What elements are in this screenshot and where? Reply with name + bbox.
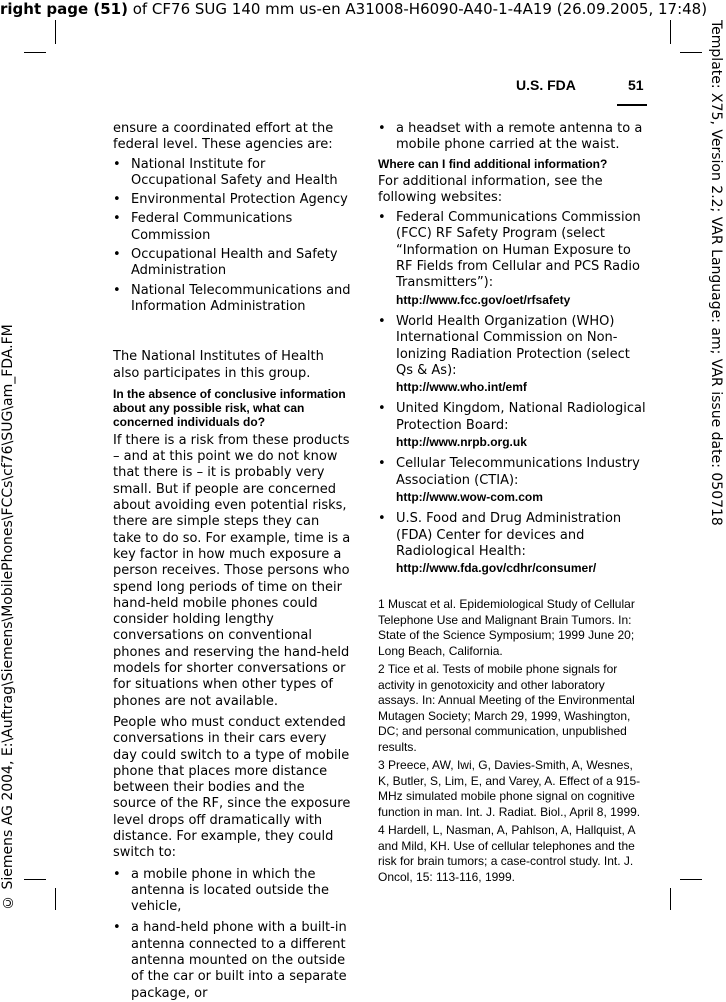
website-link[interactable]: http://www.nrpb.org.uk xyxy=(396,435,527,450)
section-heading: Where can I find additional information? xyxy=(378,156,608,171)
header-rule xyxy=(617,104,647,106)
print-info-line xyxy=(0,0,707,18)
list-item: • United Kingdom, National Radiological Protection Board: http://www.nrpb.org.uk xyxy=(378,401,646,450)
list-item: • Federal Communications Commission (FCC) RF Safety Program (select “Information on Human Exposure to RF Fields from Cellular and PCS Radio Transmitters”): http://www.fcc.gov/oet/rfsafety xyxy=(378,210,641,307)
body-paragraph: For additional information, see the following websites: xyxy=(378,173,603,205)
nih-paragraph: The National Institutes of Health also participates in this group. xyxy=(113,349,324,381)
list-item: • National Telecommunications and Information Administration xyxy=(113,282,351,314)
body-paragraph: If there is a risk from these products – and at this point we do not know that there is – it is probably very small. But if people are concerned about avoiding even potential risks, there are simple steps they can take to do so. For example, time is a key factor in how much exposure a person receives. Those persons who spend long periods of time on their hand-held mobile phones could consider holding lengthy conversations on conventional phones and reserving the hand-held models for shorter conversations or for situations when other types of phones are not available. xyxy=(113,432,351,709)
template-info: Template: X75, Version 2.2; VAR Language: am; VAR issue date: 050718 xyxy=(708,20,724,526)
crop-mark xyxy=(680,879,702,880)
crop-mark xyxy=(680,52,702,53)
crop-mark xyxy=(670,20,671,44)
page-header-title: U.S. FDA xyxy=(516,77,576,93)
crop-mark xyxy=(55,20,56,44)
right-column xyxy=(378,121,646,885)
list-item: • National Institute for Occupational Safety and Health xyxy=(113,156,338,188)
list-item: • World Health Organization (WHO) International Commission on Non-Ionizing Radiation Protection (select Qs & As): http://www.who.int/emf xyxy=(378,313,630,395)
body-paragraph: People who must conduct extended conversations in their cars every day could switch to a type of mobile phone that places more distance between their bodies and the source of the RF, since the exposure level drops off dramatically with distance. For example, they could switch to: xyxy=(113,714,351,861)
list-item: • a headset with a remote antenna to a mobile phone carried at the waist. xyxy=(378,121,643,153)
crop-mark xyxy=(24,879,46,880)
list-item: • a mobile phone in which the antenna is located outside the vehicle, xyxy=(113,866,329,915)
crop-mark xyxy=(55,888,56,910)
list-item: • Occupational Health and Safety Administration xyxy=(113,247,338,279)
section-heading: In the absence of conclusive information about any possible risk, what can concerned individuals do? xyxy=(113,386,346,429)
list-item: • Cellular Telecommunications Industry Association (CTIA): http://www.wow-com.com xyxy=(378,456,640,504)
copyright-path: © Siemens AG 2004, E:\Auftrag\Siemens\MobilePhones\FCCs\cf76\SUG\am_FDA.FM xyxy=(0,324,16,910)
footnote: 1 Muscat et al. Epidemiological Study of Cellular Telephone Use and Malignant Brain Tumors. In: State of the Science Symposium; 1999 June 20; Long Beach, California. xyxy=(378,597,635,658)
print-info-page: right page (51) xyxy=(0,0,128,18)
website-link[interactable]: http://www.fda.gov/cdhr/consumer/ xyxy=(396,561,597,576)
footnote: 4 Hardell, L, Nasman, A, Pahlson, A, Hallquist, A and Mild, KH. Use of cellular telephones and the risk for brain tumors; a case-control study. Int. J. Oncol, 15: 113-116, 1999. xyxy=(378,823,635,884)
website-link[interactable]: http://www.fcc.gov/oet/rfsafety xyxy=(396,292,571,307)
left-column xyxy=(113,121,351,1002)
website-link[interactable]: http://www.who.int/emf xyxy=(396,380,527,395)
website-link[interactable]: http://www.wow-com.com xyxy=(396,489,543,504)
crop-mark xyxy=(670,888,671,910)
print-info-rest: of CF76 SUG 140 mm us-en A31008-H6090-A40-1-4A19 (26.09.2005, 17:48) xyxy=(127,0,708,18)
footnote: 2 Tice et al. Tests of mobile phone signals for activity in genotoxicity and other laboratory assays. In: Annual Meeting of the Environmental Mutagen Society; March 29, 1999, Washington, DC; and personal communication, unpublished results. xyxy=(378,662,635,754)
footnote: 3 Preece, AW, Iwi, G, Davies-Smith, A, Wesnes, K, Butler, S, Lim, E, and Varey, A. Effect of a 915-MHz simulated mobile phone signal on cognitive function in man. Int. J. Radiat. Biol., April 8, 1999. xyxy=(378,758,641,819)
list-item: • U.S. Food and Drug Administration (FDA) Center for devices and Radiological Health: http://www.fda.gov/cdhr/consumer/ xyxy=(378,511,622,576)
agencies-intro: ensure a coordinated effort at the federal level. These agencies are: xyxy=(113,121,334,153)
page-number: 51 xyxy=(628,77,644,93)
crop-mark xyxy=(24,52,46,53)
list-item: • a hand-held phone with a built-in antenna connected to a different antenna mounted on the outside of the car or built into a separate package, or xyxy=(113,920,347,1001)
list-item: • Federal Communications Commission xyxy=(113,211,293,243)
list-item: • Environmental Protection Agency xyxy=(113,192,348,208)
